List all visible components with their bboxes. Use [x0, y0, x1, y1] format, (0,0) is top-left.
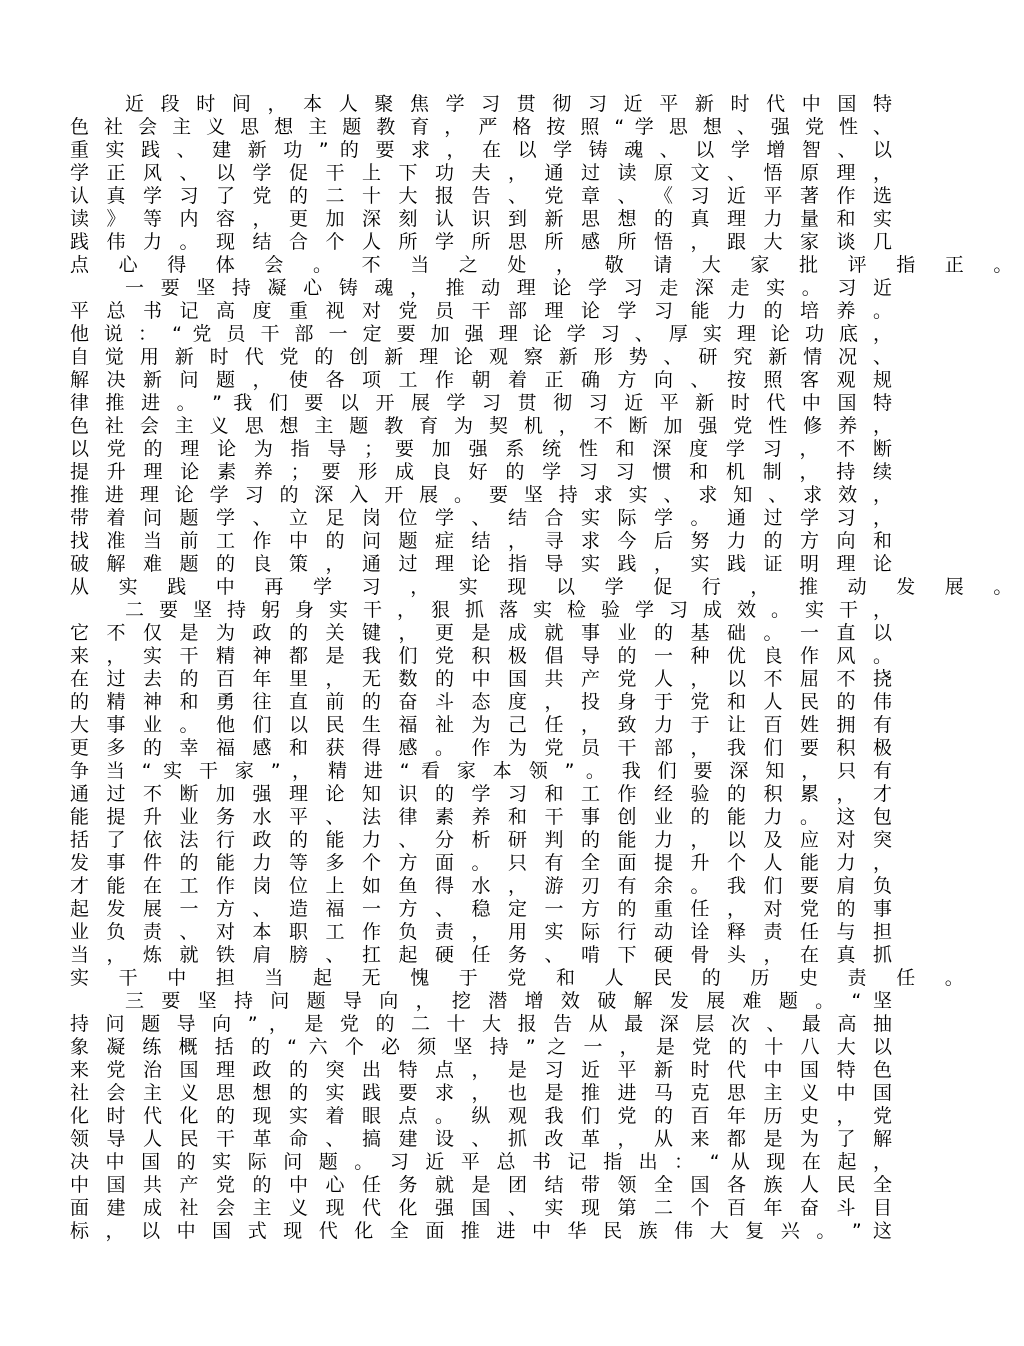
text-line: 当 ， 炼 就 铁 肩 膀 、 扛 起 硬 任 务 、 啃 下 硬 骨 头 ， 在 真 抓 — [70, 944, 892, 966]
text-line: 实 干 中 担 当 起 无 愧 于 党 和 人 民 的 历 史 责 任 。 — [70, 967, 976, 989]
text-line: 律 推 进 。 ” 我 们 要 以 开 展 学 习 贯 彻 习 近 平 新 时 代 中 国 特 — [70, 392, 892, 414]
text-line: 社 会 主 义 思 想 的 实 践 要 求 ， 也 是 推 进 马 克 思 主 义 中 国 — [70, 1082, 892, 1104]
text-line: 通 过 不 断 加 强 理 论 知 识 的 学 习 和 工 作 经 验 的 积 累 ， 才 — [70, 783, 892, 805]
text-line: 解 决 新 问 题 ， 使 各 项 工 作 朝 着 正 确 方 向 、 按 照 客 观 规 — [70, 369, 892, 391]
text-line: 才 能 在 工 作 岗 位 上 如 鱼 得 水 ， 游 刃 有 余 。 我 们 要 肩 负 — [70, 875, 892, 897]
text-line: 大 事 业 。 他 们 以 民 生 福 祉 为 己 任 ， 致 力 于 让 百 姓 拥 有 — [70, 714, 892, 736]
text-line: 领 导 人 民 干 革 命 、 搞 建 设 、 抓 改 革 ， 从 来 都 是 为 了 解 — [70, 1128, 892, 1150]
text-line: 的 精 神 和 勇 往 直 前 的 奋 斗 态 度 ， 投 身 于 党 和 人 民 的 伟 — [70, 691, 892, 713]
text-line: 能 提 升 业 务 水 平 、 法 律 素 养 和 干 事 创 业 的 能 力 。 这 包 — [70, 806, 892, 828]
text-line: 化 时 代 化 的 现 实 着 眼 点 。 纵 观 我 们 党 的 百 年 历 史 ， 党 — [70, 1105, 892, 1127]
text-line: 找 准 当 前 工 作 中 的 问 题 症 结 ， 寻 求 今 后 努 力 的 方 向 和 — [70, 530, 892, 552]
text-line: 二 要 坚 持 躬 身 实 干 ， 狠 抓 落 实 检 验 学 习 成 效 。 实 干 ， — [125, 599, 892, 621]
text-line: 点 心 得 体 会 。 不 当 之 处 ， 敬 请 大 家 批 评 指 正 。 — [70, 254, 1024, 276]
text-line: 他 说 ： “ 党 员 干 部 一 定 要 加 强 理 论 学 习 、 厚 实 理 论 功 底 ， — [70, 323, 892, 345]
text-line: 推 进 理 论 学 习 的 深 入 开 展 。 要 坚 持 求 实 、 求 知 、 求 效 ， — [70, 484, 892, 506]
text-line: 中 国 共 产 党 的 中 心 任 务 就 是 团 结 带 领 全 国 各 族 人 民 全 — [70, 1174, 892, 1196]
text-line: 提 升 理 论 素 养 ； 要 形 成 良 好 的 学 习 习 惯 和 机 制 ， 持 续 — [70, 461, 892, 483]
text-line: 起 发 展 一 方 、 造 福 一 方 、 稳 定 一 方 的 重 任 ， 对 党 的 事 — [70, 898, 892, 920]
text-line: 持 问 题 导 向 ” ， 是 党 的 二 十 大 报 告 从 最 深 层 次 、 最 高 抽 — [70, 1013, 892, 1035]
paragraph — [70, 990, 892, 1243]
text-line: 读 》 等 内 容 ， 更 加 深 刻 认 识 到 新 思 想 的 真 理 力 量 和 实 — [70, 208, 892, 230]
text-line: 来 ， 实 干 精 神 都 是 我 们 党 积 极 倡 导 的 一 种 优 良 作 风 。 — [70, 645, 892, 667]
text-line: 从 实 践 中 再 学 习 ， 实 现 以 学 促 行 ， 推 动 发 展 。 — [70, 576, 1024, 598]
text-line: 争 当 “ 实 干 家 ” ， 精 进 “ 看 家 本 领 ” 。 我 们 要 深 知 ， 只 有 — [70, 760, 892, 782]
text-line: 平 总 书 记 高 度 重 视 对 党 员 干 部 理 论 学 习 能 力 的 培 养 。 — [70, 300, 892, 322]
text-line: 一 要 坚 持 凝 心 铸 魂 ， 推 动 理 论 学 习 走 深 走 实 。 习 近 — [125, 277, 892, 299]
text-line: 标 ， 以 中 国 式 现 代 化 全 面 推 进 中 华 民 族 伟 大 复 兴 。 ” 这 — [70, 1220, 892, 1242]
text-line: 践 伟 力 。 现 结 合 个 人 所 学 所 思 所 感 所 悟 ， 跟 大 家 谈 几 — [70, 231, 892, 253]
text-line: 重 实 践 、 建 新 功 ” 的 要 求 ， 在 以 学 铸 魂 、 以 学 增 智 、 以 — [70, 139, 892, 161]
text-line: 决 中 国 的 实 际 问 题 。 习 近 平 总 书 记 指 出 ： “ 从 现 在 起 ， — [70, 1151, 892, 1173]
document-page — [70, 93, 1024, 1243]
text-line: 自 觉 用 新 时 代 党 的 创 新 理 论 观 察 新 形 势 、 研 究 新 情 况 、 — [70, 346, 892, 368]
text-line: 三 要 坚 持 问 题 导 向 ， 挖 潜 增 效 破 解 发 展 难 题 。 “ 坚 — [125, 990, 892, 1012]
text-line: 象 凝 练 概 括 的 “ 六 个 必 须 坚 持 ” 之 一 ， 是 党 的 十 八 大 以 — [70, 1036, 892, 1058]
text-line: 色 社 会 主 义 思 想 主 题 教 育 ， 严 格 按 照 “ 学 思 想 、 强 党 性 、 — [70, 116, 892, 138]
text-line: 括 了 依 法 行 政 的 能 力 、 分 析 研 判 的 能 力 ， 以 及 应 对 突 — [70, 829, 892, 851]
paragraph — [70, 93, 1024, 277]
text-line: 面 建 成 社 会 主 义 现 代 化 强 国 、 实 现 第 二 个 百 年 奋 斗 目 — [70, 1197, 892, 1219]
text-line: 学 正 风 、 以 学 促 干 上 下 功 夫 ， 通 过 读 原 文 、 悟 原 理 ， — [70, 162, 892, 184]
text-line: 更 多 的 幸 福 感 和 获 得 感 。 作 为 党 员 干 部 ， 我 们 要 积 极 — [70, 737, 892, 759]
text-line: 破 解 难 题 的 良 策 ， 通 过 理 论 指 导 实 践 ， 实 践 证 明 理 论 — [70, 553, 892, 575]
text-line: 以 党 的 理 论 为 指 导 ； 要 加 强 系 统 性 和 深 度 学 习 ， 不 断 — [70, 438, 892, 460]
text-line: 来 党 治 国 理 政 的 突 出 特 点 ， 是 习 近 平 新 时 代 中 国 特 色 — [70, 1059, 892, 1081]
text-line: 它 不 仅 是 为 政 的 关 键 ， 更 是 成 就 事 业 的 基 础 。 一 直 以 — [70, 622, 892, 644]
paragraph — [70, 599, 976, 990]
text-line: 带 着 问 题 学 、 立 足 岗 位 学 、 结 合 实 际 学 。 通 过 学 习 ， — [70, 507, 892, 529]
text-line: 认 真 学 习 了 党 的 二 十 大 报 告 、 党 章 、 《 习 近 平 著 作 选 — [70, 185, 892, 207]
text-line: 发 事 件 的 能 力 等 多 个 方 面 。 只 有 全 面 提 升 个 人 能 力 ， — [70, 852, 892, 874]
text-line: 色 社 会 主 义 思 想 主 题 教 育 为 契 机 ， 不 断 加 强 党 性 修 养 ， — [70, 415, 892, 437]
paragraph — [70, 277, 1024, 599]
text-line: 近 段 时 间 ， 本 人 聚 焦 学 习 贯 彻 习 近 平 新 时 代 中 国 特 — [125, 93, 892, 115]
text-line: 在 过 去 的 百 年 里 ， 无 数 的 中 国 共 产 党 人 ， 以 不 屈 不 挠 — [70, 668, 892, 690]
text-line: 业 负 责 、 对 本 职 工 作 负 责 ， 用 实 际 行 动 诠 释 责 任 与 担 — [70, 921, 892, 943]
